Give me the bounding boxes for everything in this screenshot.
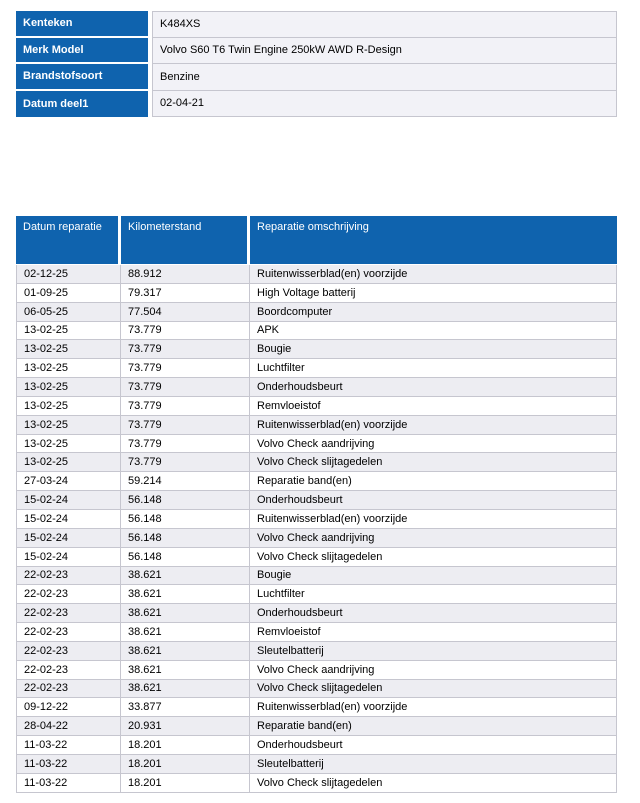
repair-row <box>16 623 617 642</box>
repair-odometer-cell: 56.148 <box>121 491 250 510</box>
repair-row <box>16 548 617 567</box>
repair-column-header: Datum reparatie <box>16 216 121 265</box>
repair-odometer-cell: 77.504 <box>121 303 250 322</box>
repair-odometer-cell: 18.201 <box>121 774 250 793</box>
repair-row <box>16 303 617 322</box>
repair-description-cell: Ruitenwisserblad(en) voorzijde <box>250 265 617 284</box>
repair-date-cell: 15-02-24 <box>16 510 121 529</box>
repair-description-cell: Boordcomputer <box>250 303 617 322</box>
repair-date-cell: 06-05-25 <box>16 303 121 322</box>
vehicle-field-label: Brandstofsoort <box>16 64 152 91</box>
repair-odometer-cell: 73.779 <box>121 416 250 435</box>
repair-date-cell: 22-02-23 <box>16 585 121 604</box>
repair-date-cell: 22-02-23 <box>16 661 121 680</box>
repair-date-cell: 09-12-22 <box>16 698 121 717</box>
vehicle-info-row <box>16 91 617 118</box>
repair-row <box>16 435 617 454</box>
repair-row <box>16 472 617 491</box>
repair-description-cell: Volvo Check slijtagedelen <box>250 680 617 699</box>
vehicle-field-label: Merk Model <box>16 38 152 65</box>
repair-date-cell: 13-02-25 <box>16 397 121 416</box>
repair-description-cell: Ruitenwisserblad(en) voorzijde <box>250 698 617 717</box>
repair-odometer-cell: 88.912 <box>121 265 250 284</box>
repair-row <box>16 604 617 623</box>
vehicle-info-table <box>16 11 617 117</box>
repair-odometer-cell: 18.201 <box>121 736 250 755</box>
repair-row <box>16 698 617 717</box>
repair-row <box>16 717 617 736</box>
vehicle-info-row <box>16 11 617 38</box>
vehicle-field-label: Kenteken <box>16 11 152 38</box>
repair-row <box>16 322 617 341</box>
repair-date-cell: 22-02-23 <box>16 567 121 586</box>
repair-description-cell: Volvo Check slijtagedelen <box>250 548 617 567</box>
vehicle-info-row <box>16 64 617 91</box>
repair-row <box>16 774 617 793</box>
repair-row <box>16 416 617 435</box>
repair-odometer-cell: 73.779 <box>121 378 250 397</box>
repair-odometer-cell: 73.779 <box>121 453 250 472</box>
repair-odometer-cell: 38.621 <box>121 661 250 680</box>
repair-header-row <box>16 216 617 265</box>
repair-row <box>16 567 617 586</box>
repair-description-cell: Ruitenwisserblad(en) voorzijde <box>250 510 617 529</box>
repair-description-cell: Reparatie band(en) <box>250 717 617 736</box>
repair-history-table <box>16 216 617 793</box>
repair-date-cell: 22-02-23 <box>16 623 121 642</box>
repair-row <box>16 529 617 548</box>
repair-row <box>16 755 617 774</box>
repair-description-cell: Onderhoudsbeurt <box>250 736 617 755</box>
vehicle-field-value: Volvo S60 T6 Twin Engine 250kW AWD R-Design <box>152 38 617 65</box>
repair-odometer-cell: 20.931 <box>121 717 250 736</box>
vehicle-field-value: Benzine <box>152 64 617 91</box>
repair-row <box>16 642 617 661</box>
repair-date-cell: 13-02-25 <box>16 340 121 359</box>
repair-description-cell: Onderhoudsbeurt <box>250 491 617 510</box>
repair-row <box>16 453 617 472</box>
repair-description-cell: Volvo Check aandrijving <box>250 435 617 454</box>
repair-description-cell: Remvloeistof <box>250 623 617 642</box>
repair-date-cell: 11-03-22 <box>16 736 121 755</box>
repair-odometer-cell: 73.779 <box>121 397 250 416</box>
repair-row <box>16 585 617 604</box>
repair-description-cell: Luchtfilter <box>250 359 617 378</box>
repair-row <box>16 510 617 529</box>
repair-description-cell: Remvloeistof <box>250 397 617 416</box>
repair-column-header: Kilometerstand <box>121 216 250 265</box>
repair-odometer-cell: 73.779 <box>121 322 250 341</box>
repair-date-cell: 22-02-23 <box>16 680 121 699</box>
repair-row <box>16 491 617 510</box>
repair-date-cell: 15-02-24 <box>16 529 121 548</box>
repair-odometer-cell: 79.317 <box>121 284 250 303</box>
repair-row <box>16 378 617 397</box>
repair-date-cell: 13-02-25 <box>16 416 121 435</box>
repair-odometer-cell: 56.148 <box>121 510 250 529</box>
repair-odometer-cell: 38.621 <box>121 623 250 642</box>
repair-date-cell: 13-02-25 <box>16 378 121 397</box>
repair-row <box>16 359 617 378</box>
repair-description-cell: Ruitenwisserblad(en) voorzijde <box>250 416 617 435</box>
repair-odometer-cell: 73.779 <box>121 359 250 378</box>
repair-date-cell: 13-02-25 <box>16 359 121 378</box>
repair-description-cell: Luchtfilter <box>250 585 617 604</box>
repair-description-cell: Onderhoudsbeurt <box>250 378 617 397</box>
repair-odometer-cell: 38.621 <box>121 604 250 623</box>
repair-description-cell: Onderhoudsbeurt <box>250 604 617 623</box>
repair-date-cell: 11-03-22 <box>16 774 121 793</box>
repair-row <box>16 736 617 755</box>
repair-date-cell: 02-12-25 <box>16 265 121 284</box>
repair-date-cell: 13-02-25 <box>16 322 121 341</box>
repair-row <box>16 284 617 303</box>
repair-description-cell: Volvo Check aandrijving <box>250 661 617 680</box>
repair-description-cell: Sleutelbatterij <box>250 755 617 774</box>
repair-odometer-cell: 38.621 <box>121 642 250 661</box>
repair-date-cell: 22-02-23 <box>16 604 121 623</box>
repair-date-cell: 15-02-24 <box>16 548 121 567</box>
repair-odometer-cell: 18.201 <box>121 755 250 774</box>
repair-description-cell: APK <box>250 322 617 341</box>
repair-date-cell: 22-02-23 <box>16 642 121 661</box>
repair-odometer-cell: 33.877 <box>121 698 250 717</box>
repair-odometer-cell: 38.621 <box>121 585 250 604</box>
repair-date-cell: 28-04-22 <box>16 717 121 736</box>
repair-description-cell: Bougie <box>250 567 617 586</box>
repair-description-cell: Bougie <box>250 340 617 359</box>
repair-row <box>16 340 617 359</box>
repair-odometer-cell: 73.779 <box>121 435 250 454</box>
repair-description-cell: Volvo Check slijtagedelen <box>250 774 617 793</box>
repair-odometer-cell: 56.148 <box>121 529 250 548</box>
repair-row <box>16 397 617 416</box>
vehicle-field-label: Datum deel1 <box>16 91 152 118</box>
repair-date-cell: 13-02-25 <box>16 435 121 454</box>
repair-odometer-cell: 38.621 <box>121 680 250 699</box>
repair-odometer-cell: 56.148 <box>121 548 250 567</box>
repair-description-cell: Volvo Check aandrijving <box>250 529 617 548</box>
repair-description-cell: Volvo Check slijtagedelen <box>250 453 617 472</box>
repair-date-cell: 27-03-24 <box>16 472 121 491</box>
repair-row <box>16 265 617 284</box>
repair-description-cell: High Voltage batterij <box>250 284 617 303</box>
repair-date-cell: 13-02-25 <box>16 453 121 472</box>
repair-date-cell: 11-03-22 <box>16 755 121 774</box>
repair-row <box>16 661 617 680</box>
repair-row <box>16 680 617 699</box>
repair-date-cell: 15-02-24 <box>16 491 121 510</box>
repair-odometer-cell: 59.214 <box>121 472 250 491</box>
repair-column-header: Reparatie omschrijving <box>250 216 617 265</box>
repair-odometer-cell: 38.621 <box>121 567 250 586</box>
repair-date-cell: 01-09-25 <box>16 284 121 303</box>
vehicle-field-value: K484XS <box>152 11 617 38</box>
repair-odometer-cell: 73.779 <box>121 340 250 359</box>
repair-description-cell: Sleutelbatterij <box>250 642 617 661</box>
repair-description-cell: Reparatie band(en) <box>250 472 617 491</box>
vehicle-field-value: 02-04-21 <box>152 91 617 118</box>
vehicle-info-row <box>16 38 617 65</box>
